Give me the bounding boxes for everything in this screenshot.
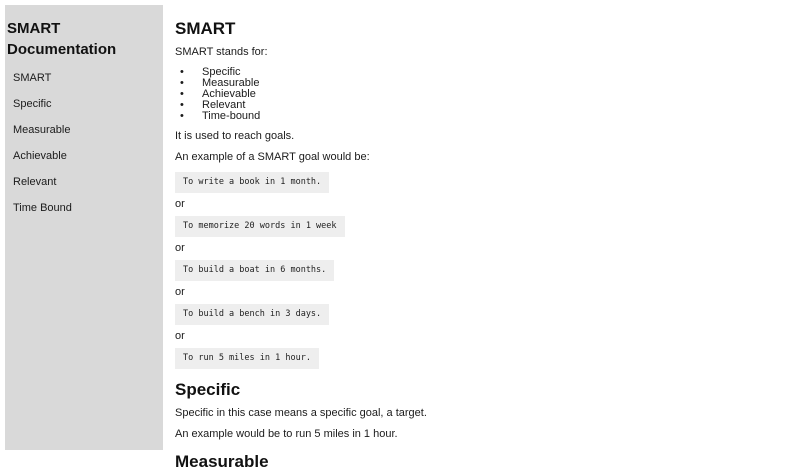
specific-paragraph-2: An example would be to run 5 miles in 1 hour. — [175, 428, 398, 440]
list-item: • Achievable — [202, 89, 800, 100]
code-example-2: To memorize 20 words in 1 week — [175, 216, 345, 237]
or-label: or — [175, 198, 185, 210]
sidebar-nav — [7, 72, 157, 215]
page-title: SMART — [175, 19, 236, 38]
list-item: • Time-bound — [202, 111, 800, 122]
specific-paragraph-1: Specific in this case means a specific goal, a target. — [175, 407, 427, 419]
section-heading-measurable: Measurable — [175, 452, 269, 471]
code-example-5: To run 5 miles in 1 hour. — [175, 348, 319, 369]
sidebar-item-relevant[interactable]: Relevant — [13, 176, 57, 188]
example-lead-paragraph: An example of a SMART goal would be: — [175, 151, 370, 163]
sidebar-item-smart[interactable]: SMART — [13, 72, 52, 84]
usage-paragraph: It is used to reach goals. — [175, 130, 295, 142]
sidebar-title: SMART Documentation — [7, 20, 117, 58]
acronym-list — [175, 67, 800, 122]
or-label: or — [175, 242, 185, 254]
list-item: • Relevant — [202, 100, 800, 111]
sidebar-item-time-bound[interactable]: Time Bound — [13, 202, 72, 214]
main-content — [175, 5, 800, 471]
or-label: or — [175, 286, 185, 298]
sidebar-item-achievable[interactable]: Achievable — [13, 150, 67, 162]
sidebar-item-specific[interactable]: Specific — [13, 98, 52, 110]
code-example-1: To write a book in 1 month. — [175, 172, 329, 193]
list-item: • Specific — [202, 67, 800, 78]
or-label: or — [175, 330, 185, 342]
intro-paragraph: SMART stands for: — [175, 46, 268, 58]
section-heading-specific: Specific — [175, 380, 241, 399]
sidebar-item-measurable[interactable]: Measurable — [13, 124, 71, 136]
code-example-3: To build a boat in 6 months. — [175, 260, 334, 281]
list-item: • Measurable — [202, 78, 800, 89]
sidebar — [5, 5, 163, 450]
code-example-4: To build a bench in 3 days. — [175, 304, 329, 325]
